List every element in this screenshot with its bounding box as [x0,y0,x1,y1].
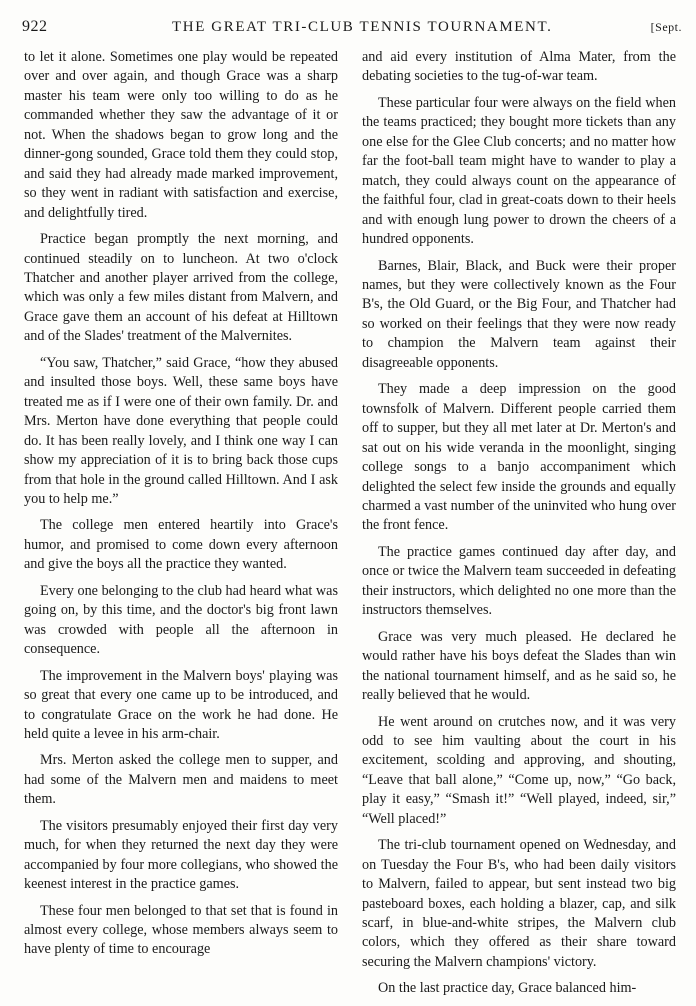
right-column [362,48,676,1006]
paragraph: The practice games continued day after day, and once or twice the Malvern team succeeded in defeating their instructors, which delighted no one more than the instructors themselves. [362,543,676,619]
paragraph: The college men entered heartily into Grace's humor, and promised to come down every afternoon and give the boys all the practice they wanted. [24,517,338,573]
left-column [24,48,338,967]
paragraph: Practice began promptly the next morning, and continued steadily on to luncheon. At two o'clock Thatcher and another player arrived from the college, which was only a few miles distant from Malvern, and Grace gave them an account of his defeat at Hilltown and of the Slades' treatment of the Malvernites. [24,231,338,345]
paragraph: “You saw, Thatcher,” said Grace, “how they abused and insulted those boys. Well, these same boys have treated me as if I were one of their own family. Dr. and Mrs. Merton have done everything that people could do. It has been really lovely, and I think one way I can show my appreciation of it is to bring back those cups from that hole in the ground called Hilltown. And I ask you to help me.” [24,354,338,507]
paragraph: These four men belonged to that set that is found in almost every college, whose members always seem to have plenty of time to encourage [24,902,338,958]
paragraph: Mrs. Merton asked the college men to supper, and had some of the Malvern men and maidens to meet them. [24,752,338,808]
paragraph: to let it alone. Sometimes one play would be repeated over and over again, and though Grace was a sharp master his team were only too willing to do as he commanded whether they saw the advantage of it or not. When the shadows began to grow long and the dinner-gong sounded, Grace told them they could stop, and said they had already made marked improvement, so they went in radiant with satisfaction and exercise, and delightfully tired. [24,49,338,221]
paragraph: Grace was very much pleased. He declared he would rather have his boys defeat the Slades than win the national tournament himself, and as he said so, he really believed that he would. [362,628,676,704]
paragraph: These particular four were always on the field when the teams practiced; they bought more tickets than any one else for the Glee Club concerts; and no matter how far the foot-ball team might have to wander to play a match, they could always count on the appearance of the faithful four, clad in great-coats down to their heels and with enough lung power to drown the cheers of a hundred opponents. [362,94,676,248]
paragraph: The visitors presumably enjoyed their first day very much, for when they returned the next day they were accompanied by four more collegians, who showed the keenest interest in the practice games. [24,817,338,893]
page-number: 922 [22,18,48,35]
paragraph: On the last practice day, Grace balanced him- [378,980,637,997]
paragraph: He went around on crutches now, and it was very odd to see him vaulting about the court in his excitement, scolding and approving, and shouting, “Leave that ball alone,” “Come up, now,” “Go back, play it easy,” “Smash it!” “Well played, indeed, sir,” “Well placed!” [362,713,676,827]
paragraph: and aid every institution of Alma Mater, from the debating societies to the tug-of-war team. [362,49,676,85]
issue-month: [Sept. [650,20,682,34]
paragraph: Barnes, Blair, Black, and Buck were their proper names, but they were collectively known as the Four B's, the Old Guard, or the Big Four, and Thatcher had so worked on their feelings that they were now ready to champion the Malvern team against their disagreeable opponents. [362,257,676,371]
paragraph: The tri-club tournament opened on Wednesday, and on Tuesday the Four B's, who had been daily visitors to Malvern, failed to appear, but sent instead two big pasteboard boxes, each holding a blazer, cap, and silk scarf, in blue-and-white stripes, the Malvern club colors, which they offered as their share toward securing the Malvern champions' victory. [362,837,676,970]
running-header [22,18,682,42]
paragraph: The improvement in the Malvern boys' playing was so great that every one came up to be introduced, and to congratulate Grace on the work he had done. He held quite a levee in his arm-chair. [24,667,338,742]
running-title: THE GREAT TRI-CLUB TENNIS TOURNAMENT. [172,19,553,35]
paragraph: They made a deep impression on the good townsfolk of Malvern. Different people carried them off to supper, but they all met later at Dr. Merton's and sat out on his wide veranda in the moonlight, singing college songs to a banjo accompaniment which delighted the select few inside the grounds and equally charmed a vast number of the uninvited who hung over the front fence. [362,381,677,534]
paragraph: Every one belonging to the club had heard what was going on, by this time, and the doctor's big front lawn was crowded with people all the afternoon in consequence. [24,582,338,658]
